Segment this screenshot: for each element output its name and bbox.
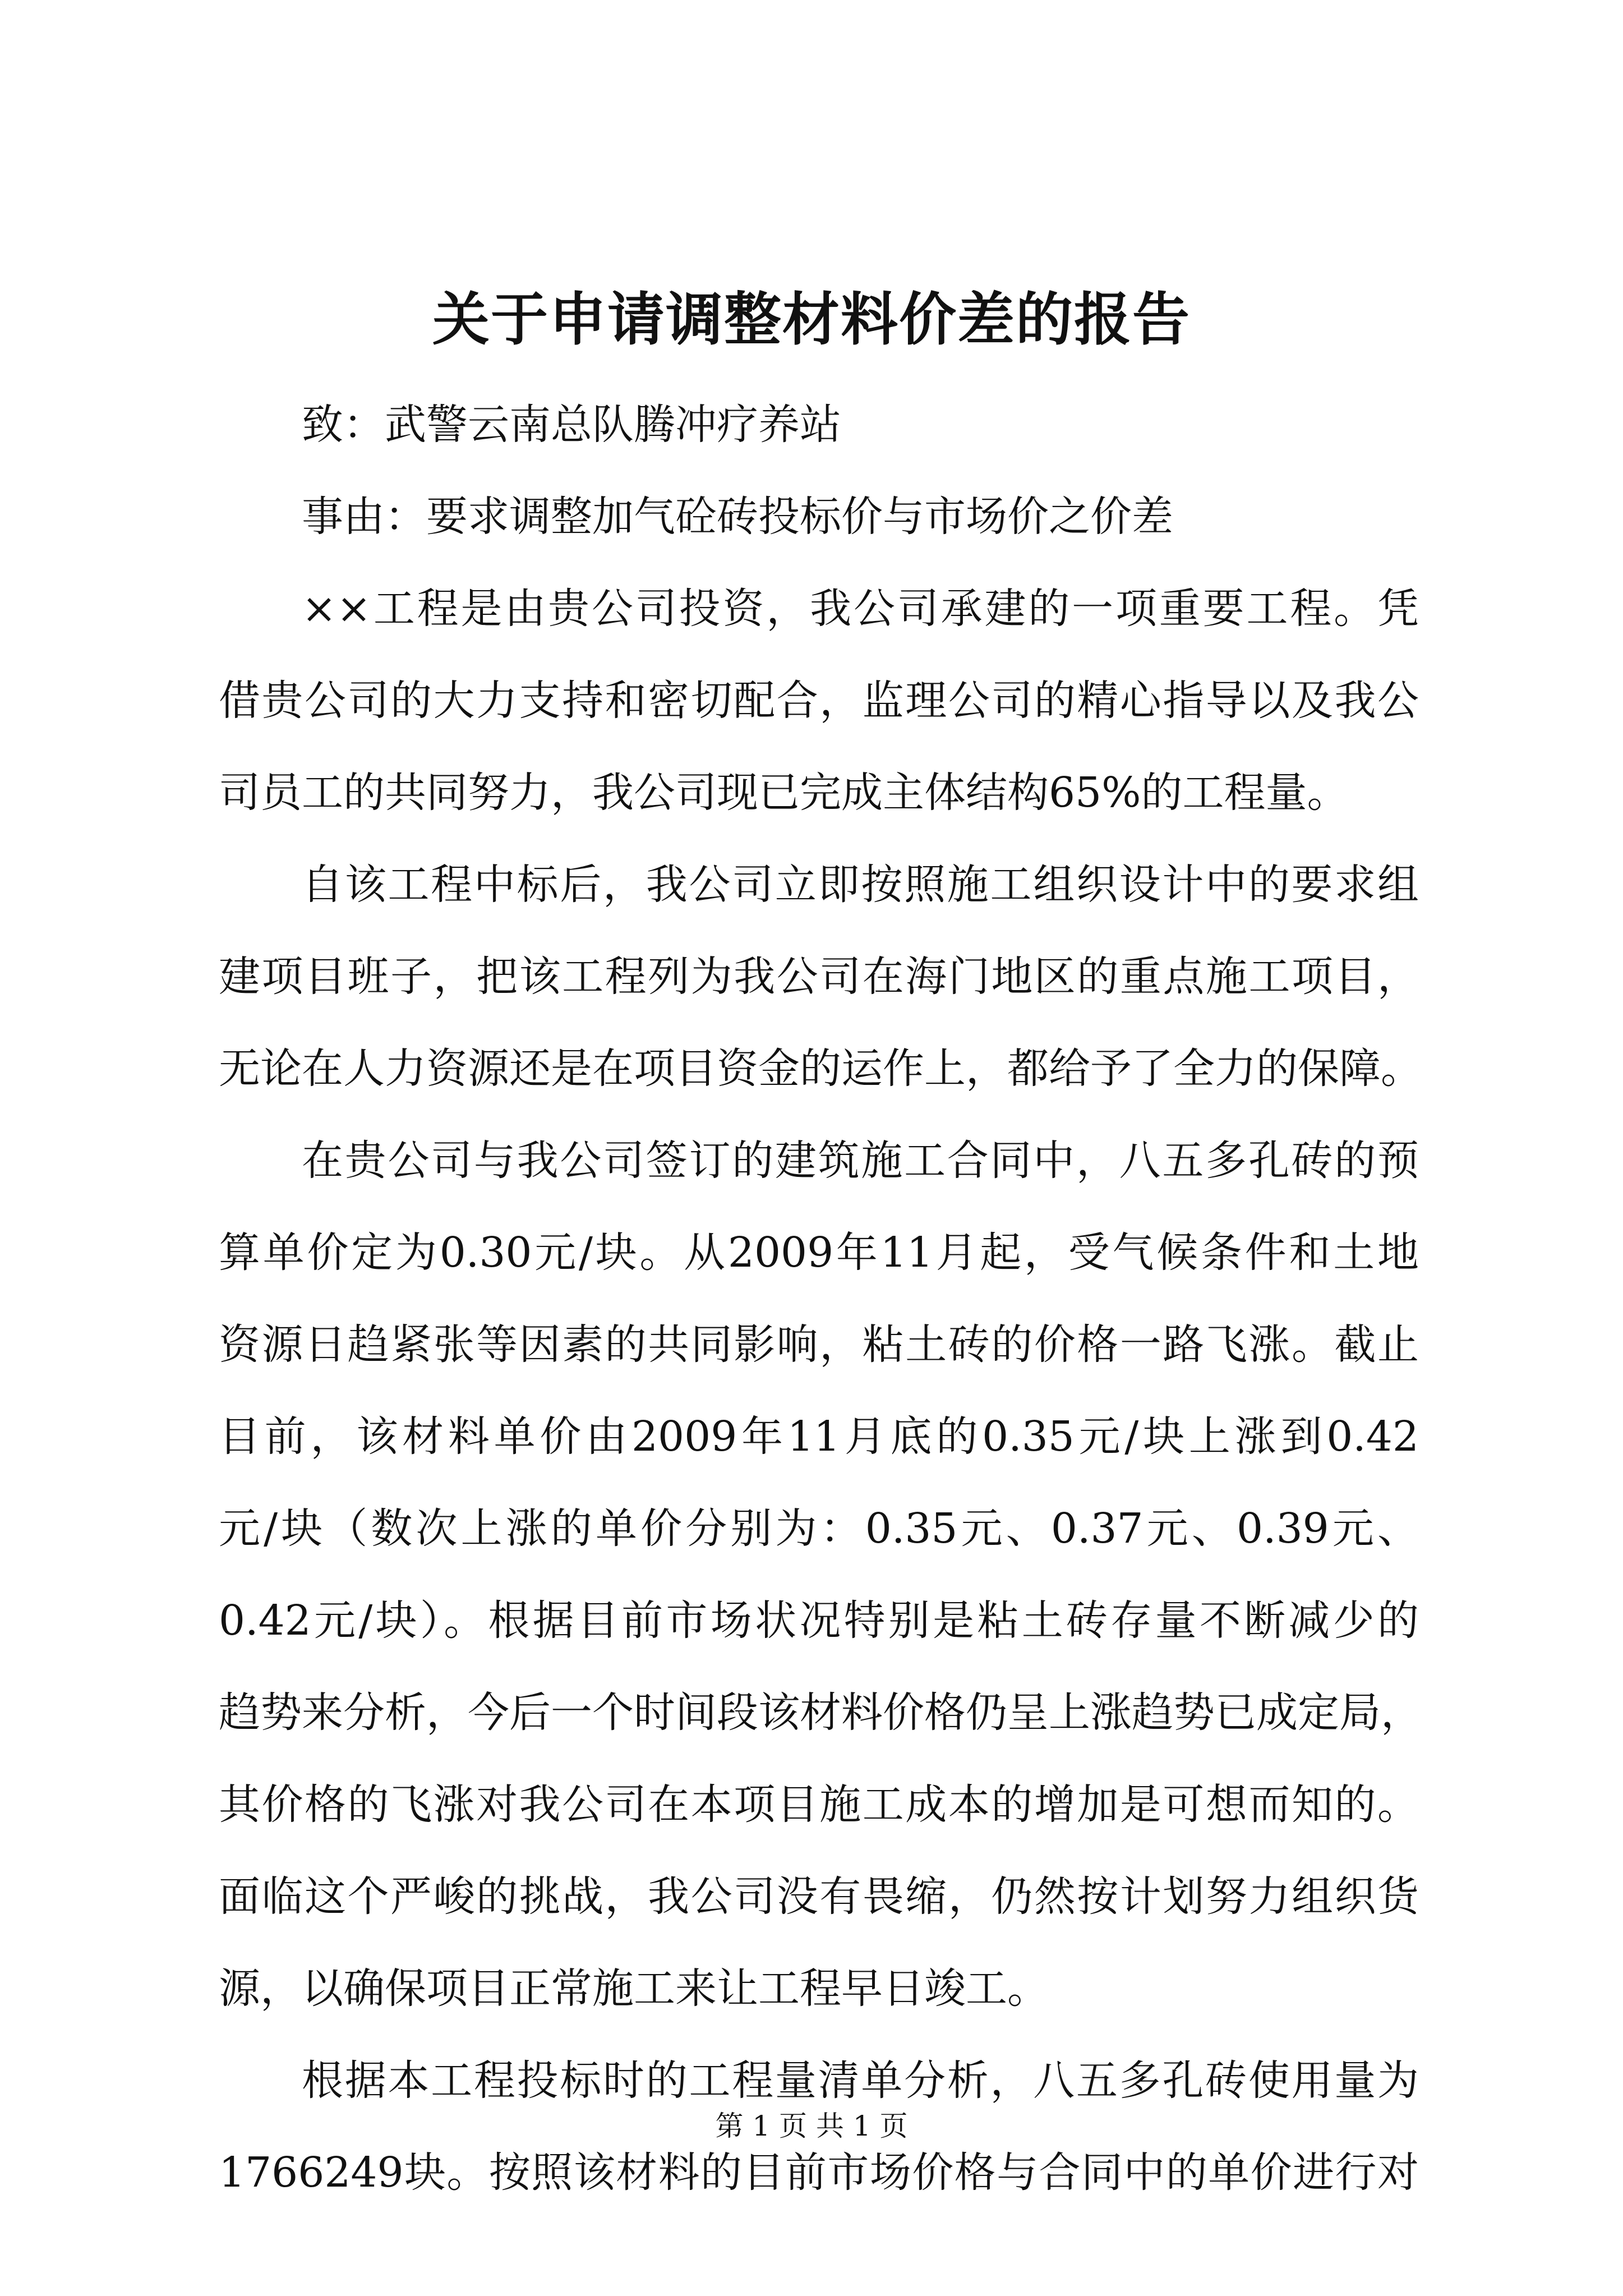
document-body	[219, 379, 1422, 2219]
page-number-footer: 第 1 页 共 1 页	[715, 2110, 908, 2142]
paragraph-1-line-1: ××工程是由贵公司投资，我公司承建的一项重要工程。凭	[302, 585, 1419, 633]
paragraph-2-line-3: 无论在人力资源还是在项目资金的运作上，都给予了全力的保障。	[219, 1045, 1422, 1093]
paragraph-3-line-1: 在贵公司与我公司签订的建筑施工合同中，八五多孔砖的预	[302, 1137, 1419, 1185]
paragraph-3-line-2: 算单价定为0.30元/块。从2009年11月起，受气候条件和土地	[219, 1228, 1419, 1277]
paragraph-3-line-4: 目前，该材料单价由2009年11月底的0.35元/块上涨到0.42	[219, 1412, 1419, 1461]
paragraph-3-line-6: 0.42元/块）。根据目前市场状况特别是粘土砖存量不断减少的	[219, 1596, 1419, 1645]
recipient-line: 致：武警云南总队腾冲疗养站	[302, 401, 841, 449]
paragraph-3-line-3: 资源日趋紧张等因素的共同影响，粘土砖的价格一路飞涨。截止	[219, 1320, 1419, 1369]
document-title: 关于申请调整材料价差的报告	[432, 286, 1191, 353]
paragraph-1-line-3: 司员工的共同努力，我公司现已完成主体结构65%的工程量。	[219, 769, 1349, 817]
paragraph-2-line-2: 建项目班子，把该工程列为我公司在海门地区的重点施工项目，	[219, 953, 1419, 1001]
paragraph-3-line-8: 其价格的飞涨对我公司在本项目施工成本的增加是可想而知的。	[219, 1780, 1419, 1829]
paragraph-3-line-10: 源，以确保项目正常施工来让工程早日竣工。	[219, 1964, 1049, 2013]
paragraph-1-line-2: 借贵公司的大力支持和密切配合，监理公司的精心指导以及我公	[219, 677, 1419, 725]
paragraph-3-line-9: 面临这个严峻的挑战，我公司没有畏缩，仍然按计划努力组织货	[219, 1872, 1419, 1921]
paragraph-4-line-2: 1766249块。按照该材料的目前市场价格与合同中的单价进行对	[219, 2148, 1419, 2197]
paragraph-3-line-5: 元/块（数次上涨的单价分别为：0.35元、0.37元、0.39元、	[219, 1504, 1419, 1553]
paragraph-4-line-1: 根据本工程投标时的工程量清单分析，八五多孔砖使用量为	[302, 2056, 1419, 2105]
subject-line: 事由：要求调整加气砼砖投标价与市场价之价差	[302, 493, 1173, 541]
paragraph-2-line-1: 自该工程中标后，我公司立即按照施工组织设计中的要求组	[302, 861, 1419, 909]
paragraph-3-line-7: 趋势来分析，今后一个时间段该材料价格仍呈上涨趋势已成定局，	[219, 1688, 1422, 1737]
